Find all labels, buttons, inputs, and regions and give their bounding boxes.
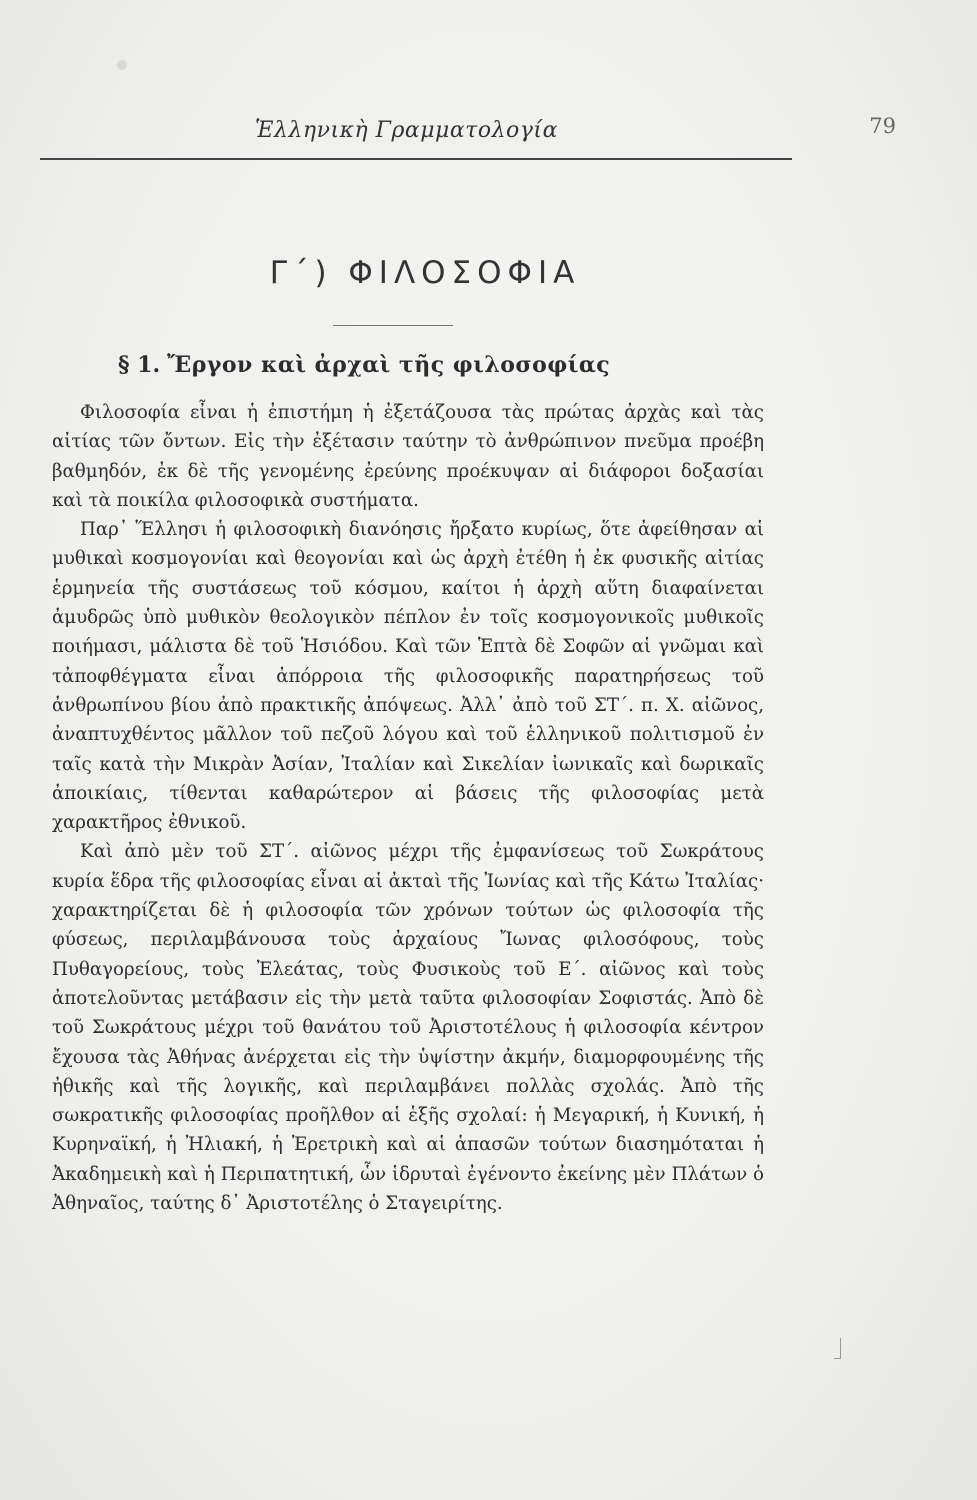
title-rule: [333, 325, 453, 326]
section-heading: [118, 352, 610, 378]
paper-spot: [117, 60, 127, 70]
paragraph-1: Φιλοσοφία εἶναι ἡ ἐπιστήμη ἡ ἐξετάζουσα τὰς πρώτας ἀρχὰς καὶ τὰς αἰτίας τῶν ὄντων. Εἰς τὴν ἐξέτασιν ταύτην τὸ ἀνθρώπινον πνεῦμα προέβη βαθμηδόν, ἐκ δὲ τῆς γενομένης ἐρεύνης προέκυψαν αἱ διάφοροι δοξασίαι καὶ τὰ ποικίλα φιλοσοφικὰ συστήματα.: [52, 402, 764, 511]
section-number: § 1.: [118, 352, 161, 378]
page-number: 79: [869, 114, 896, 138]
chapter-title: Γ΄) ΦΙΛΟΣΟΦΙΑ: [269, 255, 581, 291]
running-title: Ἑλληνικὴ Γραμματολογία: [255, 118, 558, 143]
body-text: [52, 398, 764, 1218]
page-header: [40, 114, 940, 158]
section-title: Ἔργον καὶ ἀρχαὶ τῆς φιλοσοφίας: [167, 352, 611, 378]
margin-mark: [834, 1338, 841, 1359]
paragraph-3: Καὶ ἀπὸ μὲν τοῦ ΣΤ΄. αἰῶνος μέχρι τῆς ἐμφανίσεως τοῦ Σωκράτους κυρία ἕδρα τῆς φιλοσοφίας εἶναι αἱ ἀκταὶ τῆς Ἰωνίας καὶ τῆς Κάτω Ἰταλίας· χαρακτηρίζεται δὲ ἡ φιλοσοφία τῶν χρόνων τούτων ὡς φιλοσοφία τῆς φύσεως, περιλαμβάνουσα τοὺς ἀρχαίους Ἴωνας φιλοσόφους, τοὺς Πυθαγορείους, τοὺς Ἐλεάτας, τοὺς Φυσικοὺς τοῦ Ε΄. αἰῶνος καὶ τοὺς ἀποτελοῦντας μετάβασιν εἰς τὴν μετὰ ταῦτα φιλοσοφίαν Σοφιστάς. Ἀπὸ δὲ τοῦ Σωκράτους μέχρι τοῦ θανάτου τοῦ Ἀριστοτέλους ἡ φιλοσοφία κέντρον ἔχουσα τὰς Ἀθήνας ἀνέρχεται εἰς τὴν ὑψίστην ἀκμήν, διαμορφουμένης τῆς ἠθικῆς καὶ τῆς λογικῆς, καὶ περιλαμβάνει πολλὰς σχολάς. Ἀπὸ τῆς σωκρατικῆς φιλοσοφίας προῆλθον αἱ ἑξῆς σχολαί: ἡ Μεγαρική, ἡ Κυνική, ἡ Κυρηναϊκή, ἡ Ἠλιακή, ἡ Ἐρετρικὴ καὶ αἱ ἁπασῶν τούτων διασημόταται ἡ Ἀκαδημεικὴ καὶ ἡ Περιπατητική, ὧν ἱδρυταὶ ἐγένοντο ἐκείνης μὲν Πλάτων ὁ Ἀθηναῖος, ταύτης δ᾿ Ἀριστοτέλης ὁ Σταγειρίτης.: [52, 841, 764, 1215]
paragraph-2: Παρ᾿ Ἕλλησι ἡ φιλοσοφικὴ διανόησις ἤρξατο κυρίως, ὅτε ἀφείθησαν αἱ μυθικαὶ κοσμογονίαι καὶ θεογονίαι καὶ ὡς ἀρχὴ ἐτέθη ἡ ἐκ φυσικῆς αἰτίας ἑρμηνεία τῆς συστάσεως τοῦ κόσμου, καίτοι ἡ ἀρχὴ αὕτη διαφαίνεται ἀμυδρῶς ὑπὸ μυθικὸν θεολογικὸν πέπλον ἐν τοῖς κοσμογονικοῖς μυθικοῖς ποιήμασι, μάλιστα δὲ τοῦ Ἡσιόδου. Καὶ τῶν Ἑπτὰ δὲ Σοφῶν αἱ γνῶμαι καὶ τἀποφθέγματα εἶναι ἀπόρροια τῆς φιλοσοφικῆς παρατηρήσεως τοῦ ἀνθρωπίνου βίου ἀπὸ πρακτικῆς ἀπόψεως. Ἀλλ᾿ ἀπὸ τοῦ ΣΤ΄. π. Χ. αἰῶνος, ἀναπτυχθέντος μᾶλλον τοῦ πεζοῦ λόγου καὶ τοῦ ἑλληνικοῦ πολιτισμοῦ ἐν ταῖς κατὰ τὴν Μικρὰν Ἀσίαν, Ἰταλίαν καὶ Σικελίαν ἰωνικαῖς καὶ δωρικαῖς ἀποικίαις, τίθενται καθαρώτερον αἱ βάσεις τῆς φιλοσοφίας μετὰ χαρακτῆρος ἐθνικοῦ.: [52, 519, 764, 834]
header-rule: [40, 158, 792, 160]
